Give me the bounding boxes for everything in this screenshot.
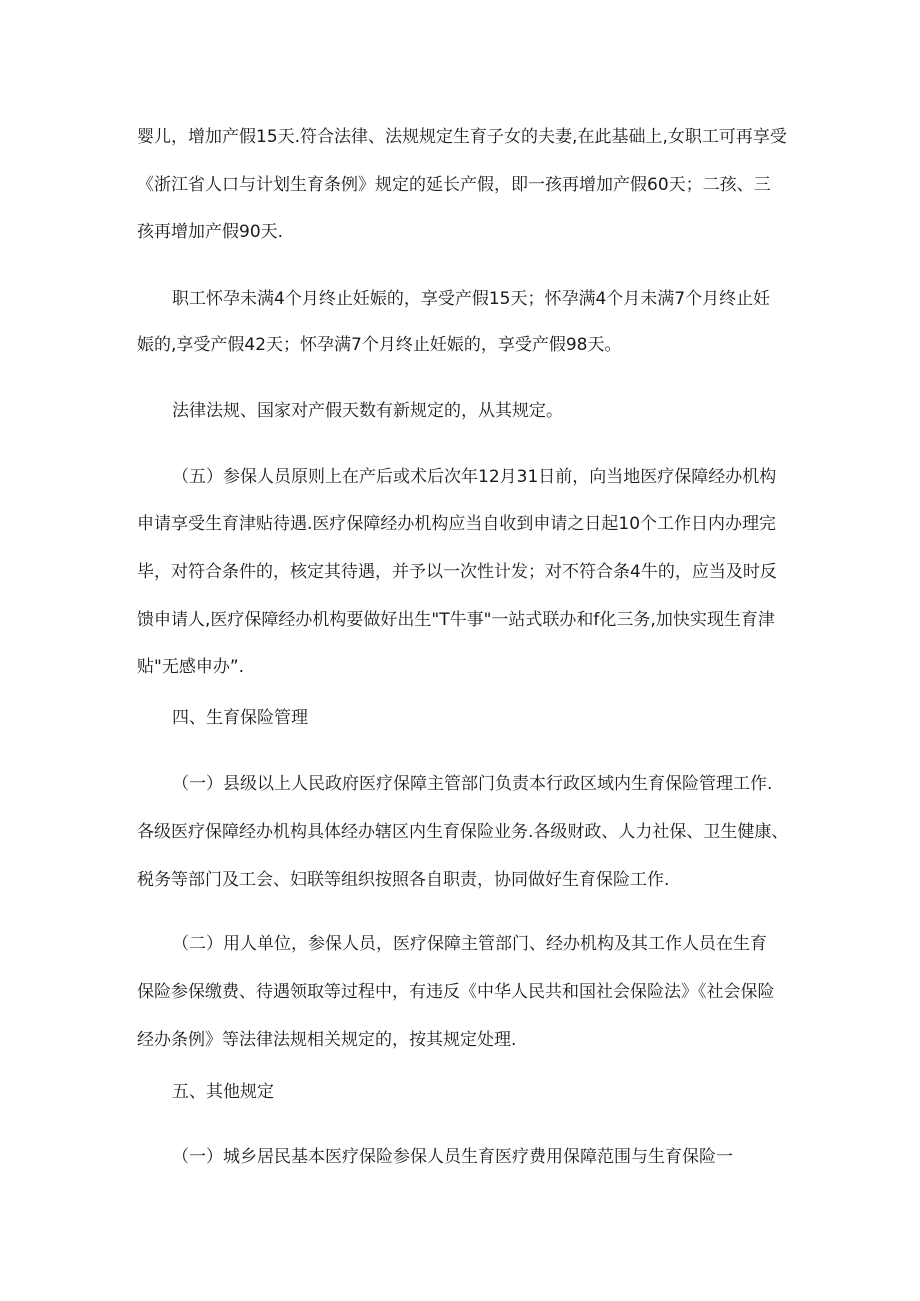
section-heading: 四、生育保险管理 — [172, 708, 308, 728]
paragraph-line: 娠的,享受产假42天；怀孕满7个月终止妊娠的，享受产假98天。 — [137, 335, 622, 355]
paragraph-line: 保险参保缴费、待遇领取等过程中，有违反《中华人民共和国社会保险法》《社会保险 — [137, 982, 775, 1002]
paragraph-line: 毕，对符合条件的，核定其待遇，并予以一次性计发；对不符合条4牛的，应当及时反 — [137, 562, 777, 582]
paragraph-line: 职工怀孕未满4个月终止妊娠的，享受产假15天；怀孕满4个月未满7个月终止妊 — [172, 289, 771, 309]
section-heading: 五、其他规定 — [172, 1082, 274, 1102]
paragraph-line: 贴"无感申办”. — [137, 657, 245, 677]
paragraph-line: 申请享受生育津贴待遇.医疗保障经办机构应当自收到申请之日起10个工作日内办理完 — [137, 514, 777, 534]
paragraph-line: （一）县级以上人民政府医疗保障主管部门负责本行政区域内生育保险管理工作. — [172, 774, 773, 794]
paragraph-line: 婴儿，增加产假15天.符合法律、法规规定生育子女的夫妻,在此基础上,女职工可再享受 — [137, 127, 787, 147]
paragraph-line: 各级医疗保障经办机构具体经办辖区内生育保险业务.各级财政、人力社保、卫生健康、 — [137, 822, 789, 842]
paragraph-line: 馈申请人,医疗保障经办机构要做好出生"T牛事"一站式联办和f化三务,加快实现生育津 — [137, 610, 775, 630]
paragraph-line: 孩再增加产假90天. — [137, 222, 284, 242]
paragraph-line: 法律法规、国家对产假天数有新规定的，从其规定。 — [172, 401, 563, 421]
paragraph-line: 税务等部门及工会、妇联等组织按照各自职责，协同做好生育保险工作. — [137, 870, 670, 890]
paragraph-line: （二）用人单位，参保人员，医疗保障主管部门、经办机构及其工作人员在生育 — [172, 934, 767, 954]
paragraph-line: 经办条例》等法律法规相关规定的，按其规定处理. — [137, 1030, 517, 1050]
paragraph-line: （五）参保人员原则上在产后或术后次年12月31日前，向当地医疗保障经办机构 — [172, 467, 777, 487]
paragraph-line: （一）城乡居民基本医疗保险参保人员生育医疗费用保障范围与生育保险一 — [172, 1147, 733, 1167]
paragraph-line: 《浙江省人口与计划生育条例》规定的延长产假，即一孩再增加产假60天；二孩、三 — [137, 175, 771, 195]
